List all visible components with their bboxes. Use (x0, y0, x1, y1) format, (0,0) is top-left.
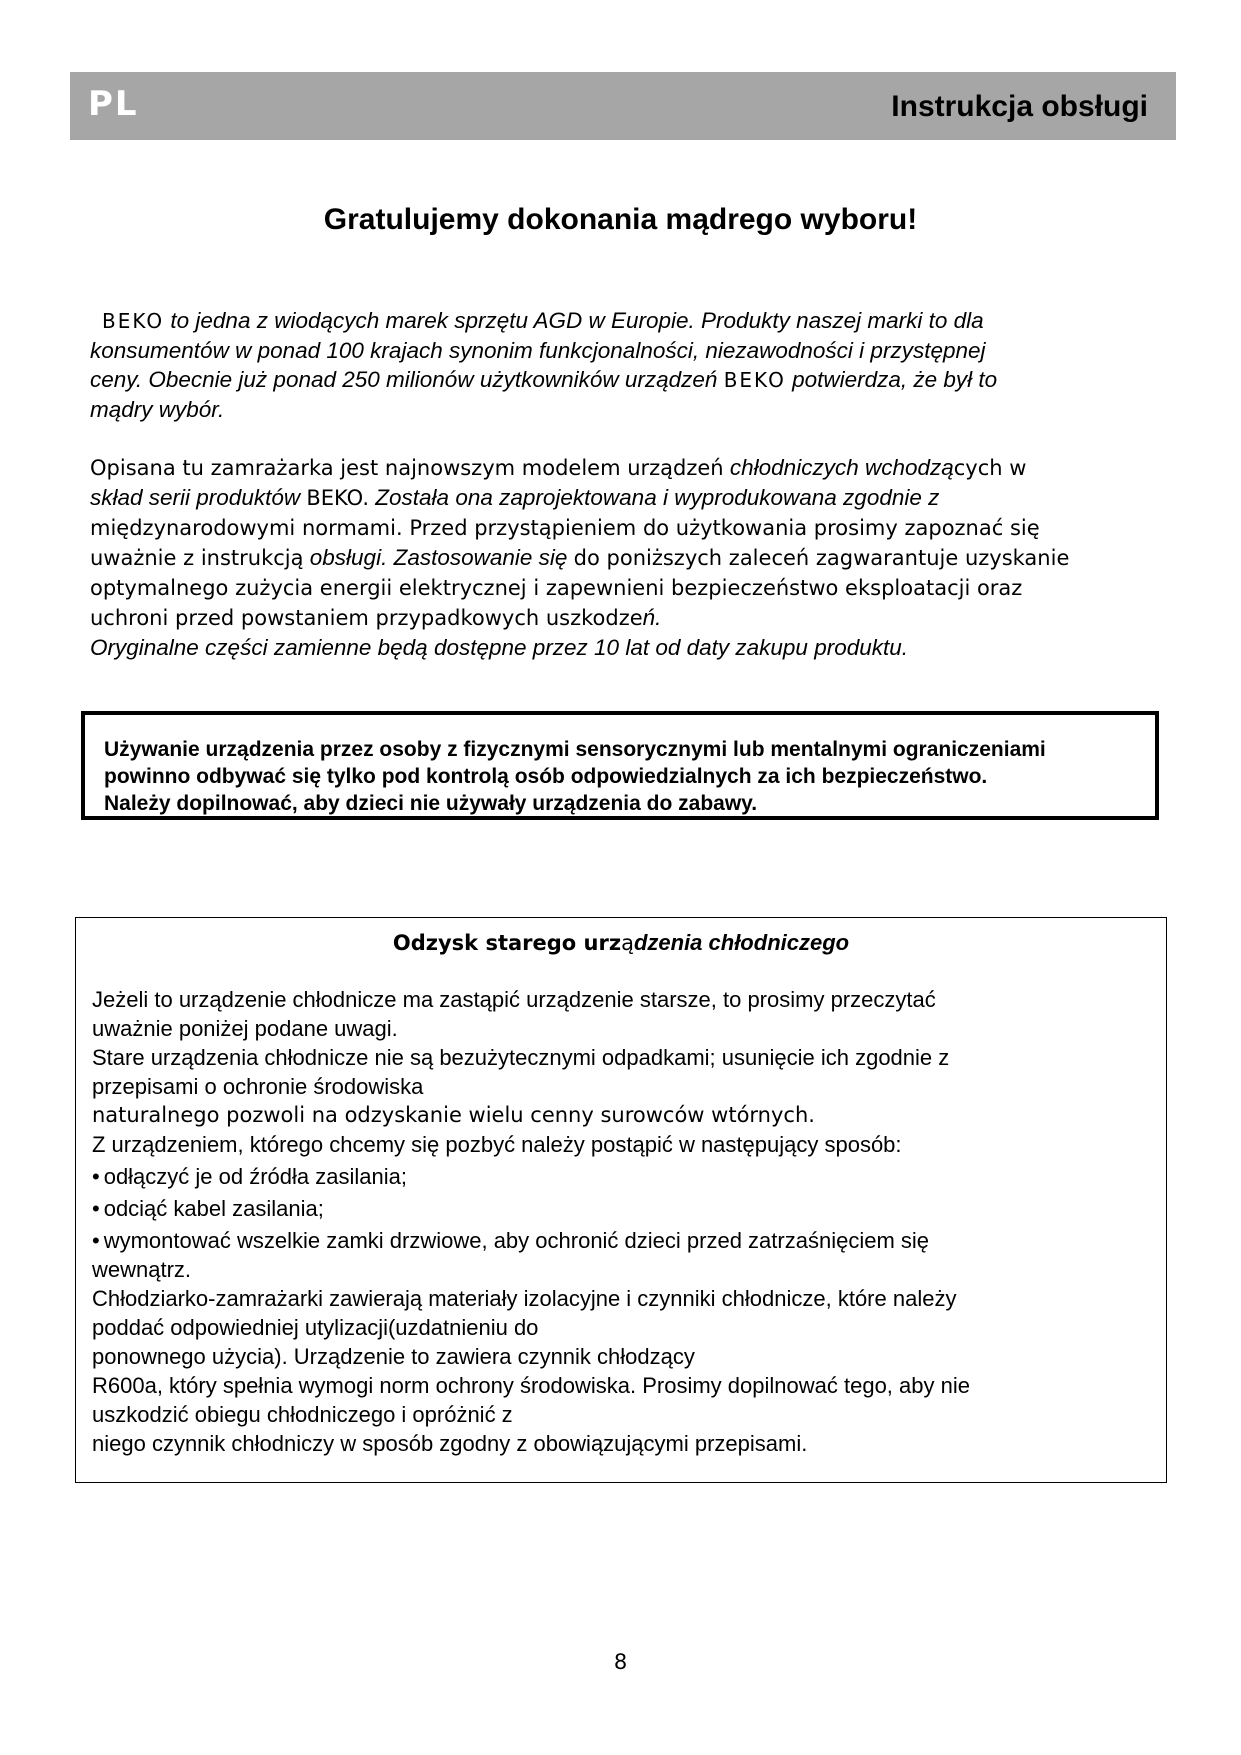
recycling-title-part: dzenia chłodniczego (633, 930, 850, 955)
spare-parts-note: Oryginalne części zamienne będą dostępne przez 10 lat od daty zakupu produktu. (90, 635, 909, 660)
recycling-step: • odłączyć je od źródła zasilania; (92, 1162, 1150, 1191)
intro-text-run: skład serii produktów (90, 485, 301, 510)
recycling-line: niego czynnik chłodniczy w sposób zgodny z obowiązującymi przepisami. (92, 1431, 808, 1456)
brand-name: BEKO. (306, 486, 370, 510)
recycling-line: uważnie poniżej podane uwagi. (92, 1016, 398, 1041)
intro-paragraph-2 (90, 453, 1150, 662)
intro-line: to jedna z wiodących marek sprzętu AGD w Europie. Produkty naszej marki to dla (170, 308, 984, 333)
intro-text-run: uważnie z instrukcją (90, 546, 304, 570)
headline: Gratulujemy dokonania mądrego wyboru! (323, 203, 918, 236)
recycling-line: Z urządzeniem, którego chcemy się pozbyć należy postąpić w następujący sposób: (92, 1132, 902, 1157)
intro-text-run: Została ona zaprojektowana i wyprodukowana zgodnie z (375, 485, 940, 510)
recycling-line: przepisami o ochronie środowiska (92, 1074, 424, 1099)
recycling-line: Jeżeli to urządzenie chłodnicze ma zastąpić urządzenie starsze, to prosimy przeczytać (92, 987, 936, 1012)
warning-line: powinno odbywać się tylko pod kontrolą osób odpowiedzialnych za ich bezpieczeństwo. (104, 765, 988, 788)
intro-text-run: ń. (642, 605, 662, 630)
intro-line: ceny. Obecnie już ponad 250 milionów użytkowników urządzeń (90, 367, 718, 392)
intro-paragraph-1 (90, 306, 1150, 424)
recycling-line: uszkodzić obiegu chłodniczego i opróżnić z (92, 1402, 513, 1427)
intro-line: konsumentów w ponad 100 krajach synonim funkcjonalności, niezawodności i przystępnej (90, 338, 986, 363)
recycling-info-box (75, 917, 1167, 1483)
intro-line: potwierdza, że był to (792, 367, 998, 392)
recycling-line: poddać odpowiedniej utylizacji(uzdatnieniu do (92, 1315, 539, 1340)
warning-line: Używanie urządzenia przez osoby z fizycznymi sensorycznymi lub mentalnymi ograniczeniami (104, 738, 1046, 761)
intro-text (90, 306, 1150, 662)
manual-title: Instrukcja obsługi (891, 90, 1148, 123)
intro-text-run: uchroni przed powstaniem przypadkowych uszkodze (90, 606, 643, 630)
recycling-line: R600a, który spełnia wymogi norm ochrony środowiska. Prosimy dopilnować tego, aby nie (92, 1373, 970, 1398)
intro-line: mądry wybór. (90, 397, 225, 422)
warning-line: Należy dopilnować, aby dzieci nie używały urządzenia do zabawy. (104, 792, 758, 815)
intro-text-run: optymalnego zużycia energii elektrycznej i zapewnieni bezpieczeństwo eksploatacji oraz (90, 576, 1023, 600)
recycling-step: • wymontować wszelkie zamki drzwiowe, aby ochronić dzieci przed zatrzaśnięciem się (92, 1226, 1150, 1255)
language-code: PL (88, 84, 139, 124)
brand-name: BEKO (723, 368, 786, 392)
recycling-line: naturalnego pozwoli na odzyskanie wielu cenny surowców wtórnych. (92, 1103, 815, 1127)
recycling-title-part: ą (621, 931, 634, 955)
intro-text-run: międzynarodowymi normami. Przed przystąpieniem do użytkowania prosimy zapoznać się (90, 516, 1040, 540)
recycling-line: wewnątrz. (92, 1257, 192, 1282)
intro-text-run: do poniższych zaleceń zagwarantuje uzyskanie (573, 546, 1070, 570)
intro-text-run: obsługi. Zastosowanie się (309, 545, 568, 570)
recycling-line: ponownego użycia). Urządzenie to zawiera czynnik chłodzący (92, 1344, 695, 1369)
page-header (70, 72, 1176, 140)
brand-name: BEKO (102, 309, 165, 333)
recycling-step: • odciąć kabel zasilania; (92, 1194, 1150, 1223)
recycling-title-part: Odzysk starego urz (392, 931, 622, 955)
intro-text-run: chłodniczych wchodzą (729, 455, 954, 480)
recycling-title (92, 928, 1150, 958)
recycling-line: Chłodziarko-zamrażarki zawierają materiały izolacyjne i czynniki chłodnicze, które należy (92, 1286, 957, 1311)
recycling-line: Stare urządzenia chłodnicze nie są bezużytecznymi odpadkami; usunięcie ich zgodnie z (92, 1045, 950, 1070)
intro-text-run: cych w (953, 456, 1027, 480)
safety-warning-box (81, 711, 1159, 820)
page-number: 8 (613, 1650, 628, 1674)
intro-text-run: Opisana tu zamrażarka jest najnowszym modelem urządzeń (90, 456, 724, 480)
